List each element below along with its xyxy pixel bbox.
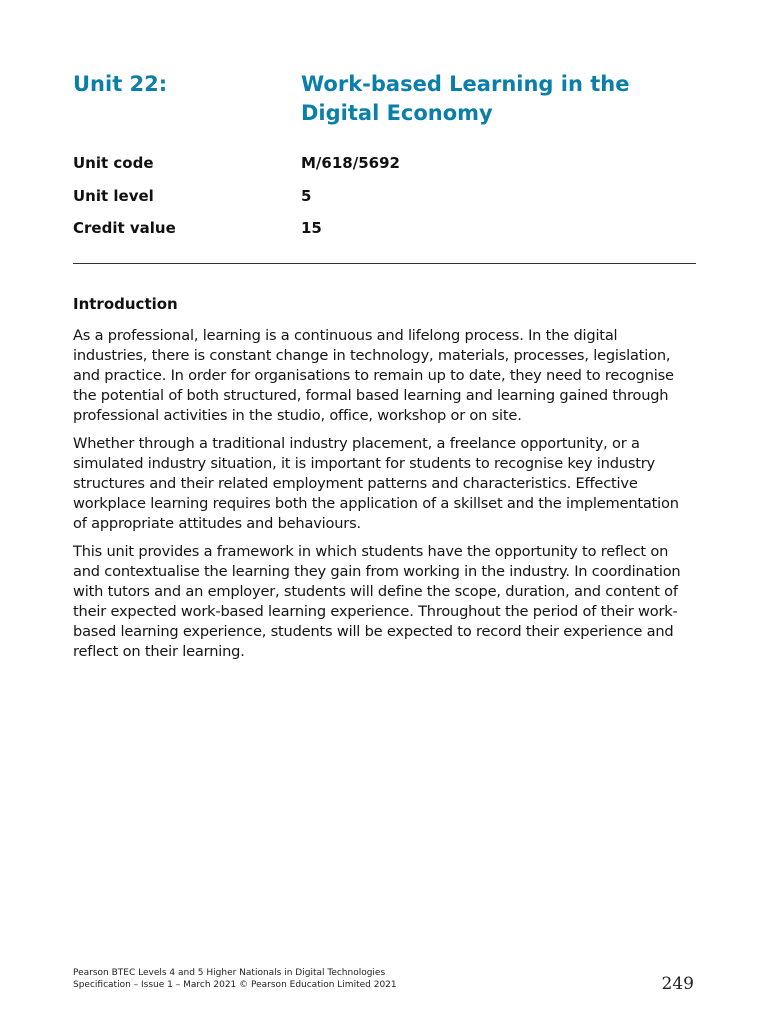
intro-paragraph-3: This unit provides a framework in which students have the opportunity to reflect on and contextualise the learning they gain from working in the industry. In coordination with tutors and an employer, students will define the scope, duration, and content of their expected work-based learning experience. Throughout the period of their work-based learning experience, students will be expected to record their experience and reflect on their learning. — [73, 543, 681, 660]
section-divider — [73, 263, 696, 264]
unit-meta-table — [73, 154, 696, 252]
document-page — [73, 0, 696, 1024]
intro-paragraph-1: As a professional, learning is a continuous and lifelong process. In the digital industries, there is constant change in technology, materials, processes, legislation, and practice. In order for organisations to remain up to date, they need to recognise the potential of both structured, formal based learning and learning gained through professional activities in the studio, office, workshop or on site. — [73, 327, 674, 424]
unit-level-row — [73, 187, 696, 220]
credit-value-row — [73, 219, 696, 252]
unit-number: Unit 22: — [73, 72, 168, 96]
unit-level-label: Unit level — [73, 186, 154, 205]
page-footer — [73, 967, 397, 991]
intro-paragraph-2: Whether through a traditional industry placement, a freelance opportunity, or a simulated industry situation, it is important for students to recognise key industry structures and their related employment patterns and characteristics. Effective workplace learning requires both the application of a skillset and the implementation of appropriate attitudes and behaviours. — [73, 435, 679, 532]
unit-code-value: M/618/5692 — [301, 154, 400, 172]
footer-line-2: Specification – Issue 1 – March 2021 © Pearson Education Limited 2021 — [73, 980, 397, 990]
credit-value-label: Credit value — [73, 219, 176, 237]
credit-value-value: 15 — [301, 219, 322, 237]
introduction-heading: Introduction — [73, 295, 178, 313]
unit-code-label: Unit code — [73, 154, 154, 172]
introduction-body — [73, 326, 696, 670]
page-number: 249 — [661, 974, 694, 994]
footer-line-1: Pearson BTEC Levels 4 and 5 Higher Nationals in Digital Technologies — [73, 968, 386, 978]
unit-level-value: 5 — [301, 186, 312, 205]
unit-title: Work-based Learning in the Digital Economy — [301, 72, 630, 125]
unit-code-row — [73, 154, 696, 187]
